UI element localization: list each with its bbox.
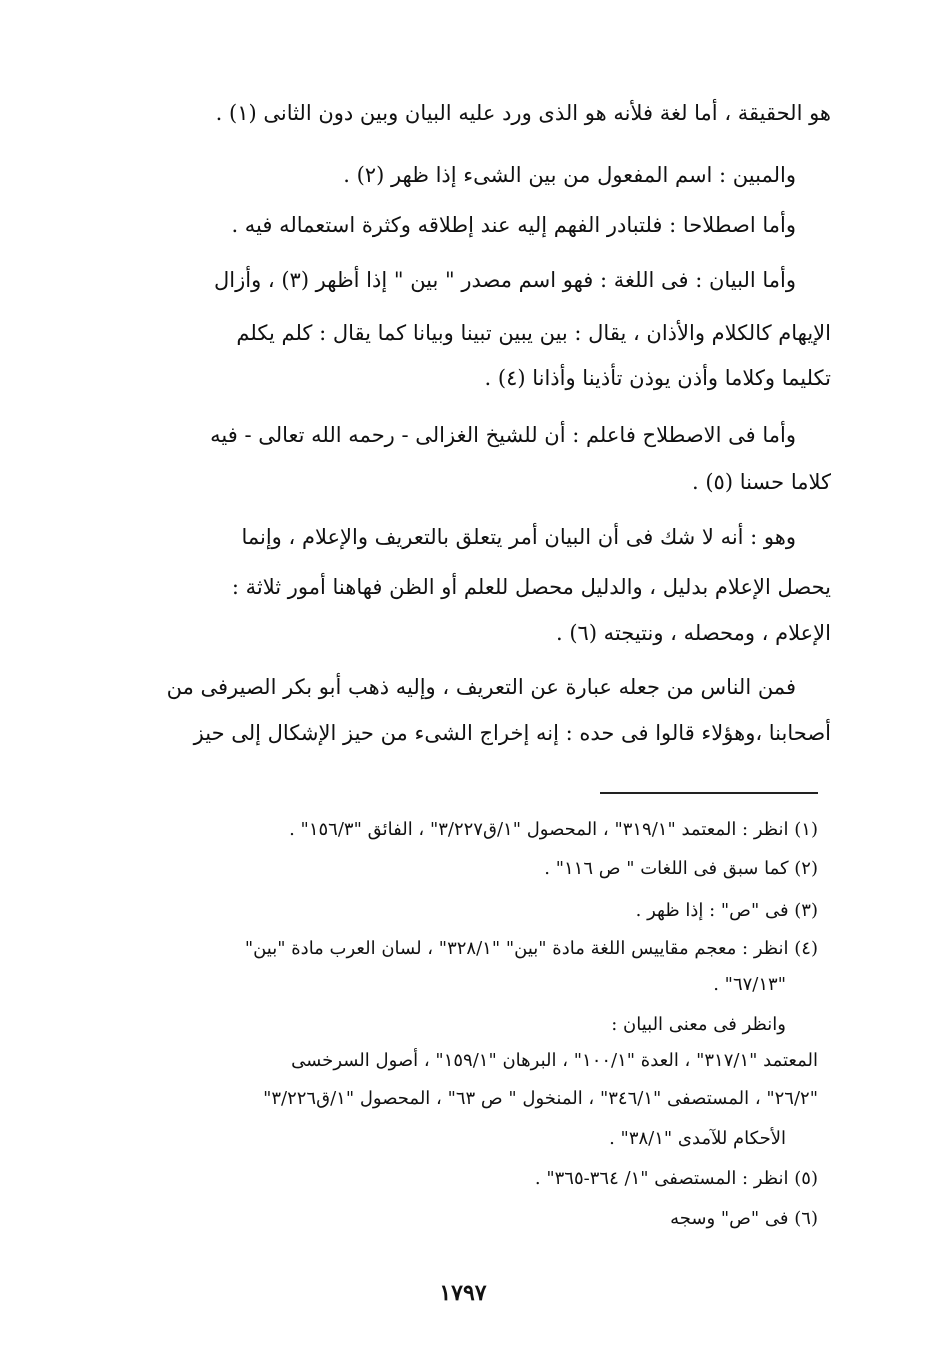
paragraph-6-line-2: يحصل الإعلام بدليل ، والدليل محصل للعلم أو الظن فهاهنا أمور ثلاثة :: [231, 575, 831, 599]
paragraph-6-line-3: الإعلام ، ومحصله ، ونتيجته (٦) .: [555, 621, 831, 645]
page-number: ١٧٩٧: [439, 1280, 487, 1306]
footnote-4-line-5: "٢٦/٢" ، المستصفى "٣٤٦/١" ، المنخول " ص ٦٣" ، المحصول "١/ق٣/٢٢٦": [263, 1088, 818, 1109]
paragraph-4-line-2: الإيهام كالكلام والأذان ، يقال : بين يبين تبينا وبيانا كما يقال : كلم يكلم: [236, 321, 831, 345]
footnote-6: (٦) فى "ص" وسجه: [670, 1208, 818, 1229]
footnote-4-line-3: وانظر فى معنى البيان :: [611, 1014, 786, 1035]
paragraph-4-line-3: تكليما وكلاما وأذن يوذن تأذينا وأذانا (٤) .: [484, 366, 831, 390]
paragraph-4-line-1: وأما البيان : فى اللغة : فهو اسم مصدر " بين " إذا أظهر (٣) ، وأزال: [214, 268, 796, 292]
footnote-4-line-1: (٤) انظر : معجم مقاييس اللغة مادة "بين" "٣٢٨/١" ، لسان العرب مادة "بين": [244, 938, 818, 959]
paragraph-5-line-1: وأما فى الاصطلاح فاعلم : أن للشيخ الغزالى - رحمه الله تعالى - فيه: [210, 423, 796, 447]
footnote-separator: [600, 792, 818, 794]
footnote-3: (٣) فى "ص" : إذا ظهر .: [635, 900, 818, 921]
footnote-4-line-4: المعتمد "٣١٧/١" ، العدة "١٠٠/١" ، البرهان "١٥٩/١" ، أصول السرخسى: [291, 1050, 818, 1071]
paragraph-2-line-1: والمبين : اسم المفعول من بين الشىء إذا ظهر (٢) .: [343, 163, 796, 187]
paragraph-3-line-1: وأما اصطلاحا : فلتبادر الفهم إليه عند إطلاقه وكثرة استعماله فيه .: [231, 213, 796, 237]
paragraph-1-line-1: هو الحقيقة ، أما لغة فلأنه هو الذى ورد عليه البيان وبين دون الثانى (١) .: [215, 101, 831, 125]
footnote-4-line-6: الأحكام للآمدى "٣٨/١" .: [609, 1128, 786, 1149]
paragraph-7-line-2: أصحابنا ،وهؤلاء قالوا فى حده : إنه إخراج الشىء من حيز الإشكال إلى حيز: [193, 721, 831, 745]
paragraph-6-line-1: وهو : أنه لا شك فى أن البيان أمر يتعلق بالتعريف والإعلام ، وإنما: [241, 525, 796, 549]
footnote-5: (٥) انظر : المستصفى "١/ ٣٦٤-٣٦٥" .: [534, 1168, 818, 1189]
paragraph-5-line-2: كلاما حسنا (٥) .: [692, 470, 831, 494]
paragraph-7-line-1: فمن الناس من جعله عبارة عن التعريف ، وإليه ذهب أبو بكر الصيرفى من: [166, 675, 796, 699]
footnote-1: (١) انظر : المعتمد "٣١٩/١" ، المحصول "١/ق٣/٢٢٧" ، الفائق "١٥٦/٣" .: [289, 819, 818, 840]
footnote-2: (٢) كما سبق فى اللغات " ص ١١٦" .: [544, 858, 818, 879]
footnote-4-line-2: "٦٧/١٣" .: [713, 974, 786, 995]
